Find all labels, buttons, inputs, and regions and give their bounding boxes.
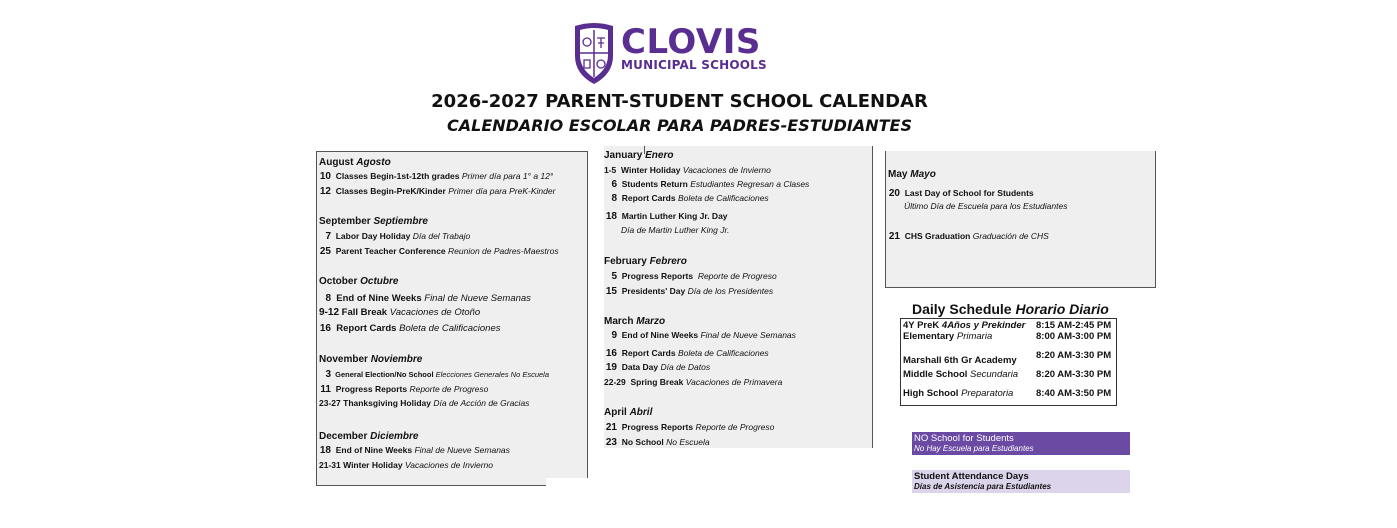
event-row: 10 Classes Begin-1st-12th grades Primer día para 1° a 12° [319,171,554,182]
event-row: 8 Report Cards Boleta de Calificaciones [611,193,769,204]
month-heading-april: April Abril [604,407,653,418]
legend-no-school-label: NO School for Students [914,433,1014,444]
event-subtitle: Último Día de Escuela para los Estudiantes [904,201,1068,211]
event-row: 19 Data Day Día de Datos [605,362,711,373]
event-row: 16 Report Cards Boleta de Calificaciones [605,348,769,359]
calendar-panel-spring [604,146,872,448]
event-row: 22-29 Spring Break Vacaciones de Primavera [604,377,783,387]
schedule-label: High School Preparatoria [903,388,1014,399]
month-heading-january: January Enero [604,150,674,161]
district-logo [571,22,771,86]
event-row: 1-5 Winter Holiday Vacaciones de Invierno [604,165,771,175]
panel-divider [872,146,873,448]
event-row: 23 No School No Escuela [605,437,710,448]
schedule-time: 8:20 AM-3:30 PM [1036,350,1112,361]
month-heading-march: March Marzo [604,316,666,327]
event-row: 11 Progress Reports Reporte de Progreso [320,384,489,395]
daily-schedule-title: Daily Schedule Horario Diario [912,301,1109,317]
schedule-time: 8:00 AM-3:00 PM [1036,331,1112,342]
month-heading-december: December Diciembre [319,431,419,442]
legend-no-school-spanish: No Hay Escuela para Estudiantes [914,444,1034,453]
logo-subtitle: MUNICIPAL SCHOOLS [621,58,767,72]
schedule-label: Elementary Primaria [903,331,993,342]
panel-notch [546,478,588,488]
event-row: 21-31 Winter Holiday Vacaciones de Invierno [319,460,493,470]
event-subtitle: Día de Martin Luther King Jr. [621,225,730,235]
legend-attendance-label: Student Attendance Days [914,471,1029,482]
event-row: 7 Labor Day Holiday Día del Trabajo [325,231,471,242]
event-row: 18 Martin Luther King Jr. Day [605,211,728,222]
schedule-time: 8:40 AM-3:50 PM [1036,388,1112,399]
calendar-title-english: 2026-2027 PARENT-STUDENT SCHOOL CALENDAR [431,91,928,112]
schedule-time: 8:20 AM-3:30 PM [1036,369,1112,380]
schedule-time: 8:15 AM-2:45 PM [1036,320,1112,331]
event-row: 23-27 Thanksgiving Holiday Día de Acción de Gracias [319,398,530,408]
event-row: 21 CHS Graduation Graduación de CHS [888,231,1049,242]
event-row: 9-12 Fall Break Vacaciones de Otoño [319,307,481,318]
school-crest-shield-icon [571,22,617,86]
event-row: 20 Last Day of School for Students [888,188,1034,199]
event-row: 5 Progress Reports Reporte de Progreso [611,271,777,282]
legend-attendance-spanish: Días de Asistencia para Estudiantes [914,482,1052,491]
event-row: 15 Presidents' Day Día de los Presidentes [605,286,774,297]
month-heading-november: November Noviembre [319,354,423,365]
schedule-label: Middle School Secundaria [903,369,1019,380]
logo-name: CLOVIS [621,22,761,62]
legend-no-school [912,432,1130,455]
month-heading-october: October Octubre [319,276,399,287]
calendar-title-spanish: CALENDARIO ESCOLAR PARA PADRES-ESTUDIANTES [447,116,912,135]
event-row: 18 End of Nine Weeks Final de Nueve Semanas [319,445,510,456]
month-heading-august: August Agosto [319,157,391,168]
event-row: 25 Parent Teacher Conference Reunion de Padres-Maestros [319,246,559,257]
event-row: 16 Report Cards Boleta de Calificaciones [319,323,501,334]
event-row: 9 End of Nine Weeks Final de Nueve Semanas [611,330,796,341]
event-row: 21 Progress Reports Reporte de Progreso [605,422,775,433]
event-row: 12 Classes Begin-PreK/Kinder Primer día para PreK-Kinder [319,186,556,197]
month-heading-september: September Septiembre [319,216,428,227]
month-heading-february: February Febrero [604,256,687,267]
event-row: 3 General Election/No School Elecciones Generales No Escuela [325,369,550,380]
event-row: 8 End of Nine Weeks Final de Nueve Semanas [325,293,531,304]
schedule-label: 4Y PreK 4Años y Prekinder [903,320,1026,331]
schedule-label: Marshall 6th Gr Academy [903,355,1017,366]
event-row: 6 Students Return Estudiantes Regresan a Clases [611,179,810,190]
legend-attendance [912,470,1130,493]
month-heading-may: May Mayo [888,169,936,180]
